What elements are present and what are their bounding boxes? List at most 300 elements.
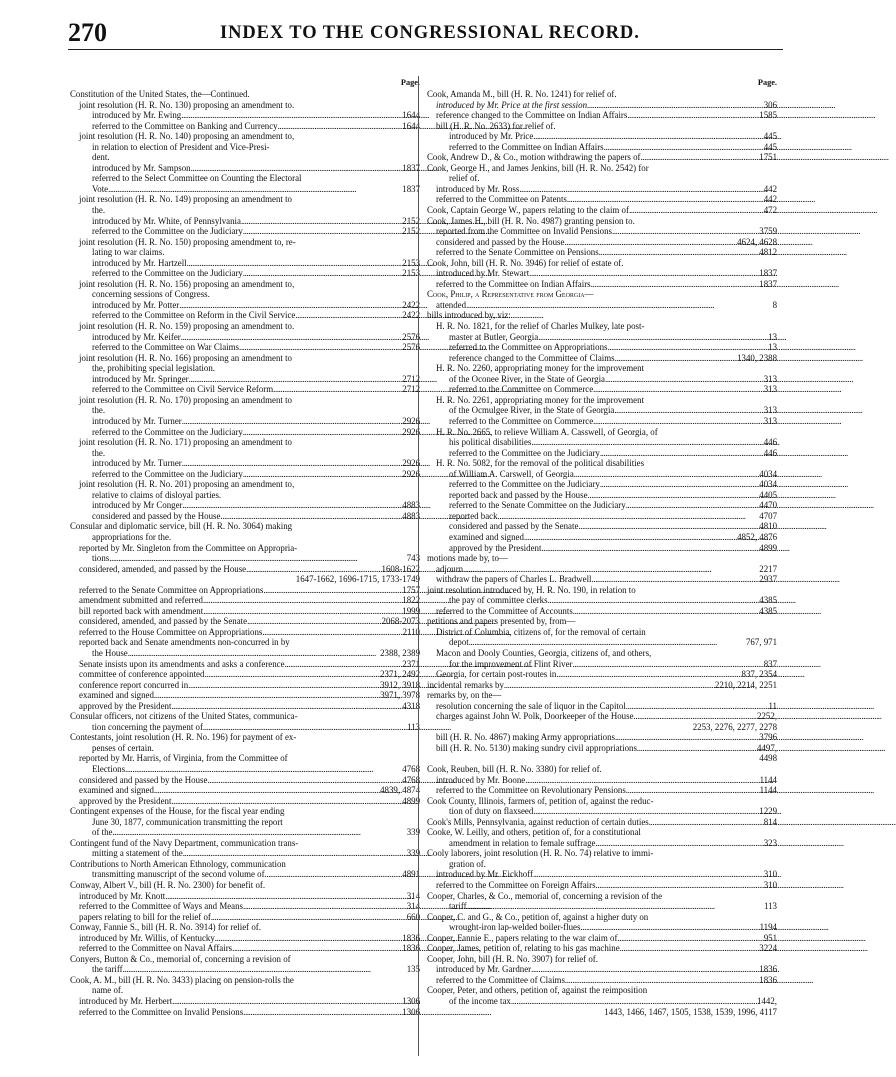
entry-page-ref: 4034 xyxy=(759,468,777,479)
index-entry xyxy=(427,332,777,343)
entry-page-ref: 1644 xyxy=(402,120,420,131)
entry-text: joint resolution (H. R. No. 171) proposing an amendment to xyxy=(79,437,292,448)
index-entry xyxy=(70,532,420,543)
entry-text: introduced by Mr. Eickhoff xyxy=(436,869,533,880)
entry-text: Conway, Fannie S., bill (H. R. No. 3914) for relief of. xyxy=(70,922,261,933)
entry-page-ref: 446 xyxy=(763,437,777,448)
leader-dots xyxy=(207,775,400,786)
entry-text: Macon and Dooly Counties, Georgia, citizens of, and others, xyxy=(436,647,652,658)
index-entry xyxy=(70,511,420,522)
entry-text: bill (H. R. No. 4867) making Army appropriations xyxy=(436,732,615,743)
entry-page-ref: 3224 xyxy=(759,943,777,954)
index-entry xyxy=(70,564,420,575)
index-entry xyxy=(427,996,777,1007)
entry-text: Contestants, joint resolution (H. R. No. 196) for payment of ex- xyxy=(70,732,297,743)
entry-text: adjourn xyxy=(436,563,464,574)
leader-dots xyxy=(179,300,400,311)
leader-dots xyxy=(188,680,378,691)
entry-text: motions made by, to— xyxy=(427,553,508,564)
entry-text: tions xyxy=(92,553,110,564)
leader-dots xyxy=(529,268,757,279)
index-entry xyxy=(427,933,777,944)
entry-page-ref: 2110 xyxy=(402,626,420,637)
index-entry xyxy=(70,859,420,870)
entry-page-ref: 837, 2354 xyxy=(741,669,777,680)
entry-text: Cook, Philip, a Representative from Georgia— xyxy=(427,289,594,300)
entry-text: name of. xyxy=(92,985,124,996)
index-entry xyxy=(427,975,777,986)
entry-text: Cooke, W. Leilly, and others, petition of, for a constitutional xyxy=(427,827,641,838)
left-entries xyxy=(70,89,420,1017)
entry-text: of the Ocmulgee River, in the State of Georgia xyxy=(449,405,615,416)
entry-text: master at Butler, Georgia xyxy=(449,331,539,342)
entry-text: introduced by Mr. Turner xyxy=(92,415,182,426)
entry-page-ref: 4707 xyxy=(759,510,777,521)
entry-text: approved by the President xyxy=(79,795,172,806)
index-entry xyxy=(70,310,420,321)
entry-text: referred to the Committee on the Judiciary xyxy=(92,226,243,237)
entry-text: bill (H. R. No. 5130) making sundry civil appropriations xyxy=(436,742,637,753)
leader-dots xyxy=(511,996,755,1007)
index-entry xyxy=(427,479,777,490)
index-entry xyxy=(427,680,777,691)
header-rule xyxy=(68,49,783,50)
entry-text: the tariff xyxy=(92,964,123,975)
index-entry xyxy=(70,300,420,311)
entry-text: examined and signed xyxy=(449,531,524,542)
index-entry xyxy=(70,216,420,227)
leader-dots xyxy=(243,268,400,279)
leader-dots xyxy=(533,131,761,142)
entry-page-ref: 1144 xyxy=(759,785,777,796)
entry-page-ref: 339 xyxy=(406,848,420,859)
entry-text: introduced by Mr. Hartzell xyxy=(92,257,187,268)
entry-page-ref: 4405 xyxy=(759,489,777,500)
entry-text: introduced by Mr. Potter xyxy=(92,299,180,310)
index-entry xyxy=(427,427,777,438)
entry-text: resolution concerning the sale of liquor in the Capitol xyxy=(436,700,626,711)
index-entry xyxy=(427,300,777,311)
entry-page-ref: 3971, 3978 xyxy=(380,690,420,701)
leader-dots xyxy=(578,521,757,532)
leader-dots xyxy=(573,659,762,670)
index-entry xyxy=(427,753,777,764)
entry-text: H. R. No. 2261, appropriating money for the improvement xyxy=(436,394,645,405)
entry-text: Cooly laborers, joint resolution (H. R. No. 74) relative to immi- xyxy=(427,848,654,859)
entry-page-ref: 2210, 2214, 2251 xyxy=(714,679,777,690)
entry-text: relief of. xyxy=(449,173,480,184)
entry-text: referred to the Committee on Indian Affairs xyxy=(449,141,604,152)
entry-text: bill reported back with amendment xyxy=(79,605,204,616)
index-entry xyxy=(70,395,420,406)
entry-page-ref: 3796 xyxy=(759,732,777,743)
entry-text: Constitution of the United States, the—Continued. xyxy=(70,89,250,99)
leader-dots xyxy=(531,964,757,975)
entry-text: Consular officers, not citizens of the United States, communica- xyxy=(70,711,298,722)
index-entry xyxy=(427,985,777,996)
entry-text: introduced by Mr. Price xyxy=(449,131,534,142)
leader-dots xyxy=(605,374,762,385)
entry-text: gration of. xyxy=(449,858,486,869)
entry-text: reported back and passed by the House xyxy=(449,489,588,500)
entry-text: introduced by Mr. Knott xyxy=(79,890,166,901)
leader-dots xyxy=(128,648,378,659)
entry-text: referred to the Senate Committee on the Judiciary xyxy=(449,500,626,511)
index-entry xyxy=(70,110,420,121)
index-entry xyxy=(427,543,777,554)
entry-page-ref: 2253, 2276, 2277, 2278 xyxy=(692,721,777,732)
entry-text: for the improvement of Flint River xyxy=(449,658,573,669)
entry-text: transmitting manuscript of the second volume of xyxy=(92,869,265,880)
leader-dots xyxy=(587,100,762,111)
index-entry xyxy=(427,732,777,743)
index-entry xyxy=(427,226,777,237)
leader-dots xyxy=(595,838,761,849)
index-entry xyxy=(70,701,420,712)
index-entry xyxy=(70,100,420,111)
leader-dots xyxy=(649,817,762,828)
leader-dots xyxy=(191,163,401,174)
leader-dots xyxy=(165,891,404,902)
index-entry xyxy=(427,574,777,585)
index-entry xyxy=(70,743,420,754)
entry-text: considered, amended, and passed by the House xyxy=(79,563,247,574)
index-entry xyxy=(70,405,420,416)
entry-page-ref: 313 xyxy=(763,373,777,384)
leader-dots xyxy=(181,332,401,343)
index-entry xyxy=(427,437,777,448)
index-entry xyxy=(427,764,777,775)
index-entry xyxy=(427,405,777,416)
index-entry xyxy=(70,543,420,554)
entry-text: Conway, Albert V., bill (H. R. No. 2300) for benefit of. xyxy=(70,880,266,891)
leader-dots xyxy=(600,479,757,490)
entry-page-ref: 8 xyxy=(772,299,777,310)
entry-text: referred to the Select Committee on Counting the Electoral xyxy=(92,173,302,184)
entry-text: referred to the Committee on Invalid Pensions xyxy=(79,1006,244,1017)
leader-dots xyxy=(215,933,400,944)
index-entry xyxy=(70,490,420,501)
entry-page-ref: 2926 xyxy=(402,458,420,469)
leader-dots xyxy=(634,711,756,722)
entry-text: concerning sessions of Congress. xyxy=(92,289,210,300)
index-entry xyxy=(70,437,420,448)
entry-text: Cooper, James, petition of, relating to his gas machine xyxy=(427,943,620,954)
right-column xyxy=(427,78,777,1017)
entry-text: referred to the Committee on Foreign Affairs xyxy=(436,880,596,891)
entry-page-ref: 445 xyxy=(763,141,777,152)
entry-text: of the Oconee River, in the State of Georgia xyxy=(449,373,605,384)
leader-dots xyxy=(220,511,400,522)
entry-page-ref: 4810 xyxy=(759,521,777,532)
entry-text: in relation to election of President and Vice-Presi- xyxy=(92,141,270,152)
index-entry xyxy=(70,142,420,153)
index-entry xyxy=(427,194,777,205)
entry-text: tariff xyxy=(449,901,467,912)
index-entry xyxy=(427,448,777,459)
leader-dots xyxy=(203,722,405,733)
index-entry xyxy=(70,827,420,838)
leader-dots xyxy=(504,680,713,691)
entry-page-ref: 1306 xyxy=(402,996,420,1007)
index-entry xyxy=(70,279,420,290)
index-entry xyxy=(70,448,420,459)
index-entry xyxy=(70,458,420,469)
entry-page-ref: 1306 xyxy=(402,1006,420,1017)
entry-text: Contributions to North American Ethnology, communication xyxy=(70,858,286,869)
leader-dots xyxy=(637,743,755,754)
index-entry xyxy=(427,912,777,923)
entry-text: referred to the Committee on the Judiciary xyxy=(92,468,243,479)
entry-page-ref: 4883 xyxy=(402,510,420,521)
entry-text: considered and passed by the House xyxy=(79,774,208,785)
entry-text: Cooper, John, bill (H. R. No. 3907) for relief of. xyxy=(427,953,598,964)
index-entry xyxy=(427,268,777,279)
entry-text: dent. xyxy=(92,152,110,163)
index-entry xyxy=(427,289,777,300)
index-entry xyxy=(70,975,420,986)
leader-dots xyxy=(172,996,400,1007)
leader-dots xyxy=(573,606,757,617)
leader-dots xyxy=(262,627,400,638)
index-entry xyxy=(70,521,420,532)
entry-text: introduced by Mr. Turner xyxy=(92,458,182,469)
index-entry xyxy=(70,342,420,353)
entry-text: amendment in relation to female suffrage xyxy=(449,837,596,848)
index-entry xyxy=(427,669,777,680)
leader-dots xyxy=(533,806,757,817)
index-entry xyxy=(427,205,777,216)
entry-text: Georgia, for certain post-routes in xyxy=(436,669,557,680)
index-entry xyxy=(70,131,420,142)
entry-page-ref: 2153 xyxy=(402,257,420,268)
index-entry xyxy=(70,585,420,596)
leader-dots xyxy=(463,564,757,575)
entry-page-ref: 339 xyxy=(406,827,420,838)
leader-dots xyxy=(524,532,735,543)
index-entry xyxy=(70,943,420,954)
leader-dots xyxy=(626,701,767,712)
entry-text: petitions and papers presented by, from— xyxy=(427,616,576,627)
leader-dots xyxy=(469,637,744,648)
leader-dots xyxy=(232,943,400,954)
index-entry xyxy=(427,353,777,364)
index-entry xyxy=(427,395,777,406)
index-entry xyxy=(70,637,420,648)
leader-dots xyxy=(265,869,401,880)
index-entry xyxy=(427,100,777,111)
entry-text: Elections xyxy=(92,764,126,774)
index-entry xyxy=(427,817,777,828)
entry-page-ref: 306 xyxy=(763,99,777,110)
index-entry xyxy=(427,627,777,638)
entry-text: considered and passed by the Senate xyxy=(449,521,579,532)
entry-page-ref: 11 xyxy=(768,700,777,711)
index-entry xyxy=(427,637,777,648)
leader-dots xyxy=(596,880,762,891)
entry-page-ref: 4768 xyxy=(402,764,420,774)
page-header xyxy=(60,8,778,48)
entry-page-ref: 4624, 4628 xyxy=(737,236,777,247)
entry-page-ref: 2371, 2492 xyxy=(380,669,420,680)
leader-dots xyxy=(243,901,405,912)
entry-page-ref: 2152 xyxy=(402,226,420,237)
entry-page-ref: 313 xyxy=(763,415,777,426)
index-entry xyxy=(427,659,777,670)
index-entry xyxy=(427,237,777,248)
entry-text: the. xyxy=(92,447,106,458)
index-entry xyxy=(70,753,420,764)
leader-dots xyxy=(183,848,405,859)
entry-text: joint resolution (H. R. No. 149) proposing an amendment to xyxy=(79,194,292,205)
index-entry xyxy=(427,216,777,227)
entry-text: referred to the Committee of Accounts xyxy=(436,605,573,616)
entry-page-ref: 310 xyxy=(763,880,777,891)
index-entry xyxy=(70,817,420,828)
index-entry xyxy=(427,490,777,501)
index-entry xyxy=(70,806,420,817)
entry-page-ref: 1757 xyxy=(402,584,420,595)
leader-dots xyxy=(591,279,758,290)
leader-dots xyxy=(525,775,757,786)
entry-text: District of Columbia, citizens of, for the removal of certain xyxy=(436,626,646,637)
entry-text: joint resolution (H. R. No. 150) proposing amendment to, re- xyxy=(79,236,296,247)
entry-page-ref: 442 xyxy=(763,194,777,205)
leader-dots xyxy=(519,184,761,195)
leader-dots xyxy=(182,416,401,427)
entry-text: Senate insists upon its amendments and asks a conference xyxy=(79,658,285,669)
index-entry xyxy=(70,880,420,891)
index-entry xyxy=(70,226,420,237)
leader-dots xyxy=(593,384,762,395)
entry-page-ref: 2937 xyxy=(759,574,777,585)
index-entry xyxy=(70,933,420,944)
entry-page-ref: 4318 xyxy=(402,700,420,711)
leader-dots xyxy=(612,226,757,237)
index-entry xyxy=(70,764,420,775)
entry-page-ref: 1443, 1466, 1467, 1505, 1538, 1539, 1996, 4117 xyxy=(604,1006,777,1017)
leader-dots xyxy=(187,258,401,269)
right-column-page-label: Page. xyxy=(757,78,777,87)
index-entry xyxy=(70,648,420,659)
entry-text: introduced by Mr. White, of Pennsylvania xyxy=(92,215,241,226)
entry-text: reference changed to the Committee on Indian Affairs xyxy=(436,110,628,121)
entry-page-ref: 4385 xyxy=(759,605,777,616)
entry-text: referred to the Committee on the Judiciary xyxy=(449,479,600,490)
entry-text: referred to the Committee on Indian Affairs xyxy=(436,278,591,289)
index-entry xyxy=(70,669,420,680)
entry-text: Cook, Reuben, bill (H. R. No. 3380) for relief of. xyxy=(427,764,602,774)
index-entry xyxy=(70,901,420,912)
index-entry xyxy=(70,912,420,923)
index-entry xyxy=(427,616,777,627)
entry-page-ref: 1644 xyxy=(402,110,420,121)
leader-dots xyxy=(548,595,758,606)
entry-page-ref: 4891 xyxy=(402,869,420,880)
index-entry xyxy=(427,1007,777,1018)
leader-dots xyxy=(189,374,401,385)
index-entry xyxy=(427,648,777,659)
entry-text: introduced by Mr. Willis, of Kentucky xyxy=(79,932,215,943)
leader-dots xyxy=(615,353,735,364)
entry-text: the. xyxy=(92,405,106,416)
index-entry xyxy=(427,553,777,564)
entry-text: referred to the Committee on Civil Service Reform xyxy=(92,384,274,395)
leader-dots xyxy=(538,332,766,343)
entry-text: referred to the Committee on the Judiciary xyxy=(92,426,243,437)
index-entry xyxy=(70,353,420,364)
index-entry xyxy=(70,247,420,258)
entry-text: June 30, 1877, communication transmitting the report xyxy=(92,816,283,827)
entry-text: the pay of committee clerks xyxy=(449,595,548,606)
entry-text: referred to the Committee of Ways and Means xyxy=(79,901,243,912)
leader-dots xyxy=(108,184,400,195)
leader-dots xyxy=(580,922,757,933)
index-entry xyxy=(70,152,420,163)
entry-page-ref: 1836 xyxy=(759,974,777,985)
entry-text: referred to the Committee on Patents xyxy=(436,194,567,205)
entry-page-ref: 2422 xyxy=(402,310,420,321)
left-column xyxy=(70,78,420,1017)
entry-page-ref: 1340, 2388 xyxy=(737,352,777,363)
entry-text: of William A. Carswell, of Georgia xyxy=(449,468,574,479)
right-entries xyxy=(427,89,777,1017)
leader-dots xyxy=(567,194,762,205)
entry-page-ref: 4899 xyxy=(759,542,777,553)
index-entry xyxy=(427,595,777,606)
entry-text: incidental remarks by xyxy=(427,679,504,690)
entry-text: introduced by Mr. Keifer xyxy=(92,331,181,342)
entry-text: referred to the Senate Committee on Pensions xyxy=(436,247,599,258)
entry-page-ref: 1751 xyxy=(759,152,777,163)
entry-text: joint resolution (H. R. No. 156) proposing an amendment to, xyxy=(79,278,295,289)
entry-text: referred to the Committee of Claims xyxy=(436,974,565,985)
entry-text: referred to the Senate Committee on Appropriations xyxy=(79,584,264,595)
entry-page-ref: 445 xyxy=(763,131,777,142)
index-entry xyxy=(427,922,777,933)
leader-dots xyxy=(241,216,400,227)
entry-text: introduced by Mr. Gardner xyxy=(436,964,532,975)
leader-dots xyxy=(592,574,758,585)
entry-text: H. R. No. 1821, for the relief of Charles Mulkey, late post- xyxy=(436,321,645,332)
index-entry xyxy=(427,374,777,385)
entry-page-ref: 135 xyxy=(406,964,420,975)
entry-text: introduced by Mr. Ewing xyxy=(92,110,182,121)
entry-page-ref: 13 xyxy=(768,342,777,353)
index-entry xyxy=(70,922,420,933)
index-entry xyxy=(70,954,420,965)
entry-text: Cook, John, bill (H. R. No. 3946) for relief of estate of. xyxy=(427,257,624,268)
entry-page-ref: 113 xyxy=(407,721,420,732)
index-entry xyxy=(427,585,777,596)
entry-text: referred to the Committee on War Claims xyxy=(92,342,239,353)
entry-text: H. R. No. 5082, for the removal of the political disabilities xyxy=(436,458,645,469)
index-entry xyxy=(70,374,420,385)
entry-text: Contingent expenses of the House, for the fiscal year ending xyxy=(70,806,285,817)
entry-text: referred to the Committee on Revolutionary Pensions xyxy=(436,785,626,796)
index-entry xyxy=(70,964,420,975)
index-entry xyxy=(427,901,777,912)
entry-text: approved by the President xyxy=(79,700,172,711)
entry-text: withdraw the papers of Charles L. Bradwell xyxy=(436,574,592,585)
entry-text: referred to the Committee on Naval Affairs xyxy=(79,943,233,954)
entry-page-ref: 4899 xyxy=(402,795,420,806)
index-entry xyxy=(427,152,777,163)
entry-text: reported back xyxy=(449,510,498,521)
index-entry xyxy=(427,943,777,954)
entry-text: referred to the Committee on Appropriations xyxy=(449,342,608,353)
index-entry xyxy=(70,121,420,132)
